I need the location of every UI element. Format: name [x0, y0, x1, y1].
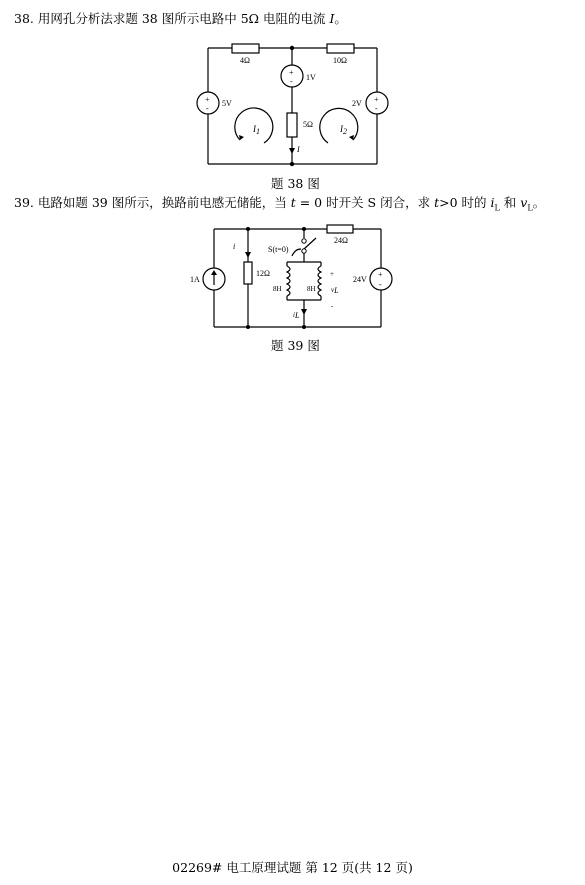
label-switch: S(t=0)	[268, 245, 289, 254]
subscript: L	[527, 203, 533, 213]
question-body: 电路如题 39 图所示，换路前电感无储能，当	[37, 195, 291, 210]
question-number: 39.	[14, 195, 34, 210]
label-vl: vL	[331, 286, 339, 295]
label-8h-right: 8H	[307, 285, 316, 293]
label-10-ohm: 10Ω	[333, 56, 347, 65]
minus-sign: -	[206, 104, 209, 113]
resistor-24-ohm	[327, 225, 353, 233]
label-4-ohm: 4Ω	[240, 56, 250, 65]
label-24-ohm: 24Ω	[334, 236, 348, 245]
figure-39-caption: 题 39 图	[271, 338, 320, 353]
label-2v: 2V	[352, 99, 362, 108]
mesh-current-label-1: I1	[253, 124, 260, 136]
plus-sign: +	[374, 95, 379, 104]
label-8h-left: 8H	[273, 285, 282, 293]
inductor-voltage-variable: v	[520, 195, 528, 210]
plus-sign: +	[289, 68, 294, 77]
label-5v: 5V	[222, 99, 232, 108]
plus-sign: +	[205, 95, 210, 104]
question-number: 38.	[14, 11, 34, 26]
plus-sign: +	[378, 270, 383, 279]
switch-motion-arrow	[292, 249, 301, 256]
time-variable: t	[290, 195, 296, 210]
question-end: 。	[334, 11, 347, 26]
label-24v: 24V	[353, 275, 367, 284]
label-current-i: i	[233, 242, 236, 251]
current-variable: I	[329, 11, 335, 26]
question-body-2: = 0 时开关 S 闭合，求	[295, 195, 435, 210]
question-body-4: 和	[499, 195, 521, 210]
minus-sign: -	[331, 302, 334, 310]
label-il: iL	[293, 311, 300, 320]
current-arrow-i	[245, 252, 251, 258]
resistor-12-ohm	[244, 262, 252, 284]
inductor-current-variable: i	[490, 195, 495, 210]
label-1v: 1V	[306, 73, 316, 82]
plus-sign: +	[330, 270, 334, 278]
minus-sign: -	[290, 77, 293, 86]
circuit-diagram-39	[0, 0, 585, 340]
branch-current-label: I	[297, 145, 300, 154]
minus-sign: -	[375, 104, 378, 113]
figure-38-caption: 题 38 图	[271, 176, 320, 191]
mesh-current-label-2: I2	[340, 124, 347, 136]
page-footer: 02269# 电工原理试题 第 12 页(共 12 页)	[172, 860, 413, 875]
label-5-ohm: 5Ω	[303, 120, 313, 129]
time-variable: t	[434, 195, 440, 210]
question-body-3: >0 时的	[439, 195, 491, 210]
question-body: 用网孔分析法求题 38 图所示电路中 5Ω 电阻的电流	[37, 11, 330, 26]
minus-sign: -	[379, 280, 382, 289]
label-1a: 1A	[190, 275, 200, 284]
subscript: L	[494, 203, 500, 213]
inductor-8h-left	[287, 266, 290, 296]
inductor-8h-right	[318, 266, 321, 296]
current-arrow-il	[301, 309, 307, 315]
question-end: 。	[532, 195, 546, 210]
label-12-ohm: 12Ω	[256, 269, 270, 278]
